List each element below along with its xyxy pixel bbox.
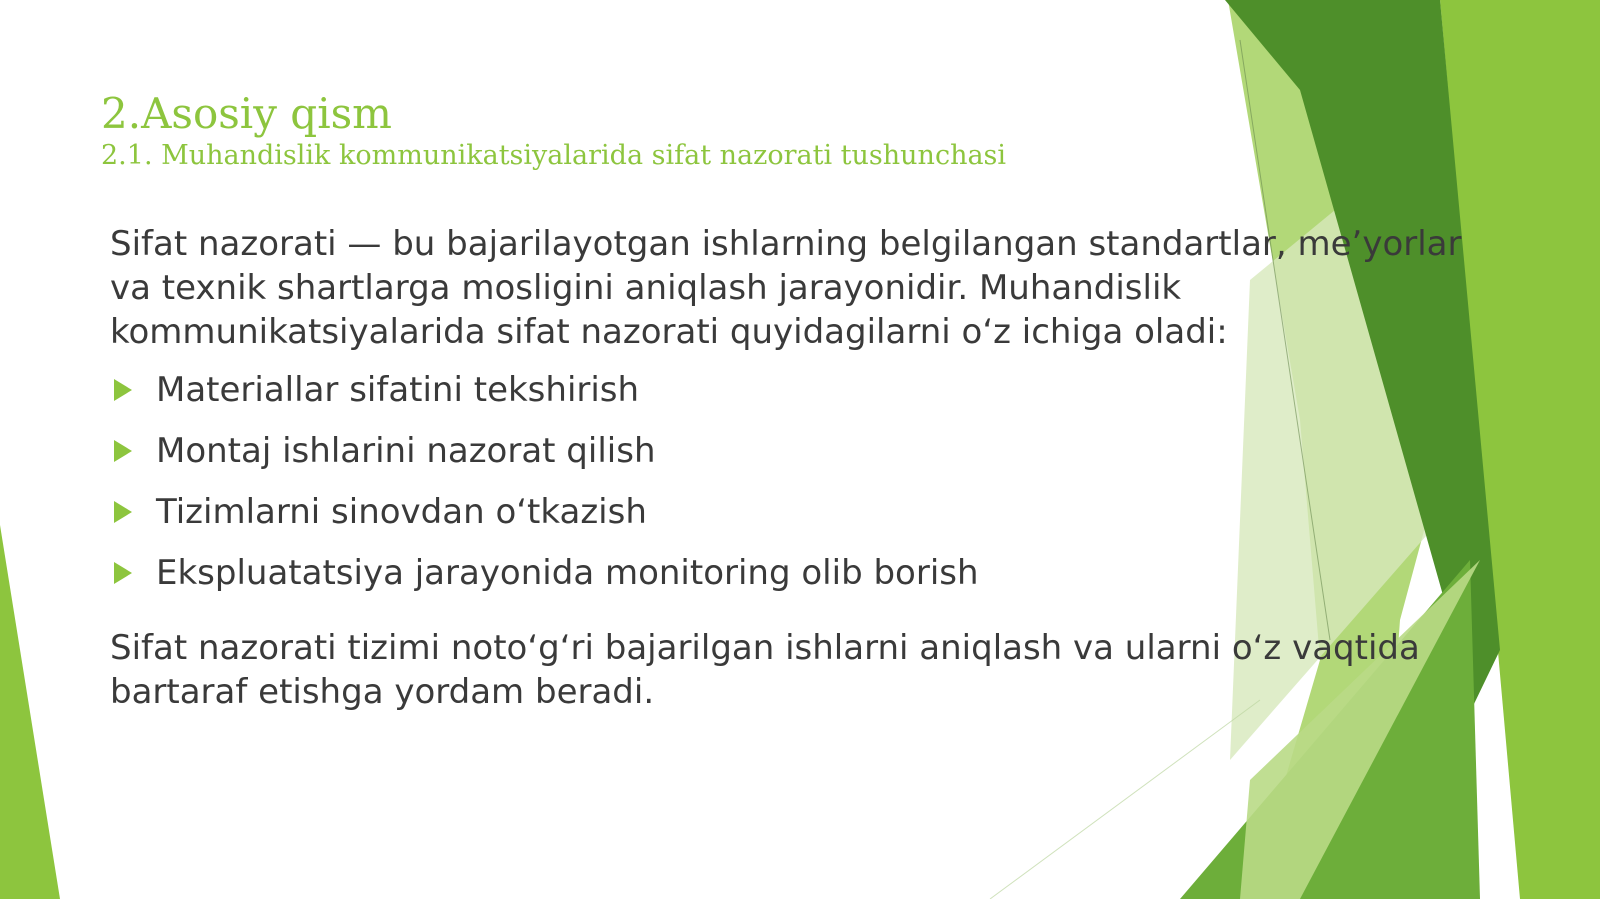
intro-paragraph: Sifat nazorati — bu bajarilayotgan ishlarning belgilangan standartlar, me’yorlar va texnik shartlarga mosligini aniqlash jarayonidir. Muhandislik kommunikatsiyalarida sifat nazorati quyidagilarni o‘z ichiga oladi: bbox=[110, 224, 1462, 352]
triangle-bullet-icon bbox=[114, 440, 132, 462]
list-item bbox=[110, 551, 1490, 612]
list-item bbox=[110, 429, 1490, 490]
bullet-list bbox=[110, 368, 1490, 612]
list-item-text: Montaj ishlarini nazorat qilish bbox=[156, 431, 656, 471]
triangle-bullet-icon bbox=[114, 501, 132, 523]
slide-title-block bbox=[101, 90, 1006, 171]
slide-subtitle: 2.1. Muhandislik kommunikatsiyalarida sifat nazorati tushunchasi bbox=[101, 140, 1007, 172]
list-item bbox=[110, 490, 1490, 551]
list-item-text: Materiallar sifatini tekshirish bbox=[156, 370, 640, 410]
slide-body bbox=[110, 222, 1490, 714]
list-item bbox=[110, 368, 1490, 429]
list-item-text: Ekspluatatsiya jarayonida monitoring olib borish bbox=[156, 553, 979, 593]
conclusion-paragraph: Sifat nazorati tizimi noto‘g‘ri bajarilgan ishlarni aniqlash va ularni o‘z vaqtida bartaraf etishga yordam beradi. bbox=[110, 628, 1420, 712]
triangle-bullet-icon bbox=[114, 379, 132, 401]
list-item-text: Tizimlarni sinovdan o‘tkazish bbox=[156, 492, 647, 532]
slide-title: 2.Asosiy qism bbox=[101, 89, 393, 138]
left-green-sliver bbox=[0, 525, 60, 899]
triangle-bullet-icon bbox=[114, 562, 132, 584]
